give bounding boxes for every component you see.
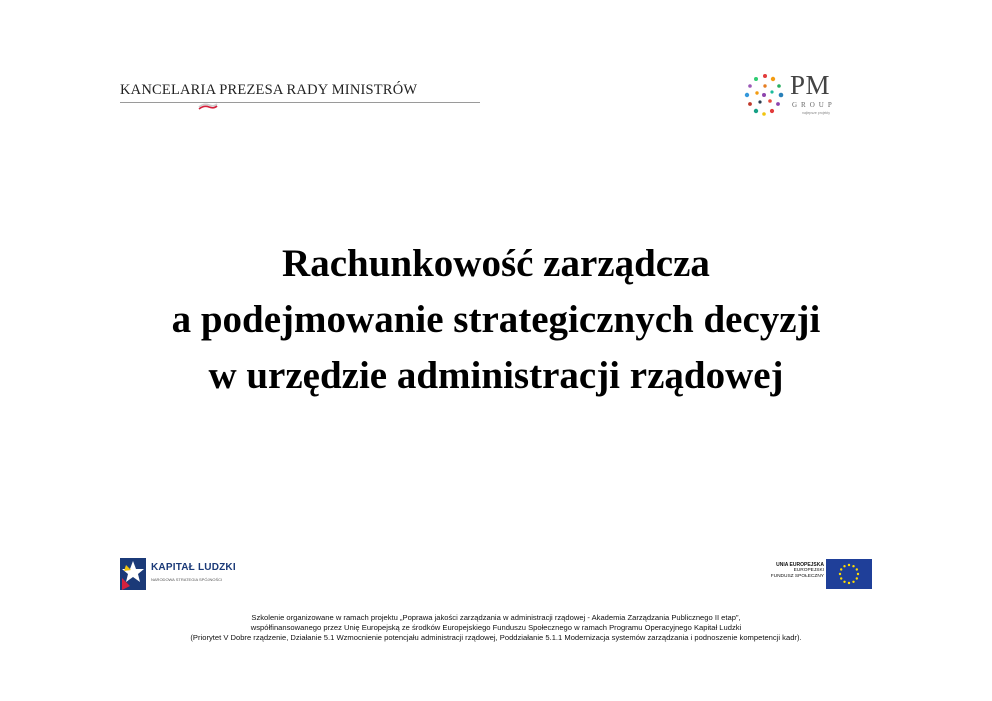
kapital-ludzki-subtitle: NARODOWA STRATEGIA SPÓJNOŚCI — [151, 577, 223, 582]
kprm-logo — [120, 82, 482, 103]
title-line-2: a podejmowanie strategicznych decyzji — [171, 298, 821, 341]
eu-line-2: EUROPEJSKI — [793, 568, 824, 573]
institution-name: KANCELARIA PREZESA RADY MINISTRÓW — [120, 82, 418, 98]
footer-line-1: Szkolenie organizowane w ramach projektu „Poprawa jakości zarządzania w administracji rządowej - Akademia Zarządzania Publicznego II etap”, — [251, 613, 741, 622]
pm-letters: PM — [790, 70, 831, 100]
footer-line-2: współfinansowanego przez Unię Europejską ze środków Europejskiego Funduszu Społecznego w ramach Programu Operacyjnego Kapitał Ludzki — [250, 623, 742, 632]
polish-flag-icon — [198, 102, 218, 110]
header-divider — [120, 102, 480, 103]
pm-group-logo — [742, 72, 852, 122]
page-title — [0, 236, 992, 404]
pm-group-label: GROUP — [792, 101, 836, 109]
eu-line-3: FUNDUSZ SPOŁECZNY — [770, 574, 824, 579]
eu-text — [771, 562, 824, 580]
footer-line-3: (Priorytet V Dobre rządzenie, Działanie 5.1 Wzmocnienie potencjału administracji rządowej, Poddziałanie 5.1.1 Modernizacja systemów zarządzania i podnoszenie kompetencji kadr). — [190, 633, 802, 642]
eu-logo — [756, 556, 874, 592]
pm-dots-icon — [742, 72, 788, 118]
kapital-ludzki-name: KAPITAŁ LUDZKI — [151, 562, 236, 573]
pm-tagline: najlepsze projekty — [802, 111, 831, 115]
kapital-ludzki-logo — [118, 556, 268, 592]
title-line-1: Rachunkowość zarządcza — [282, 242, 710, 285]
eu-line-1: UNIA EUROPEJSKA — [776, 562, 824, 568]
kapital-ludzki-star-icon — [118, 556, 148, 592]
project-footer — [0, 613, 992, 643]
eu-flag-icon — [826, 559, 872, 589]
title-line-3: w urzędzie administracji rządowej — [208, 354, 784, 397]
